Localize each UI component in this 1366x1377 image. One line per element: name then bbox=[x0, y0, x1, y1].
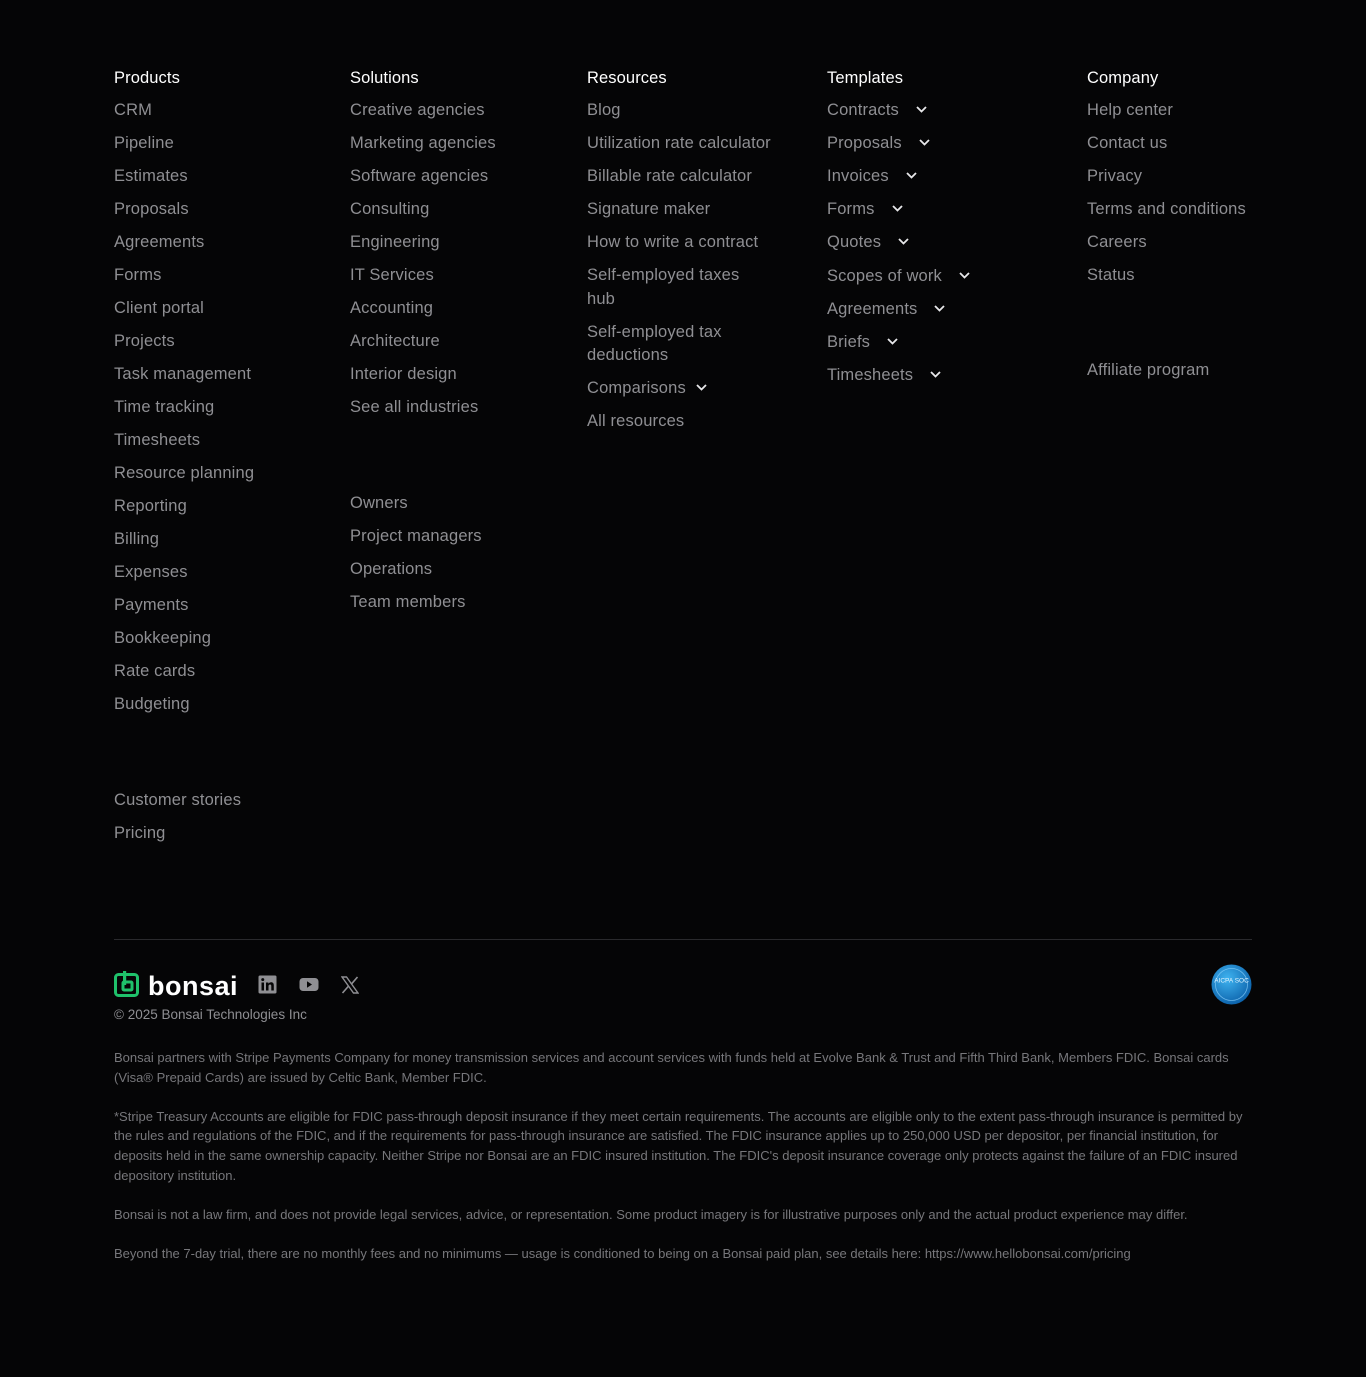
footer-link-crm[interactable]: CRM bbox=[114, 101, 153, 119]
chevron-down-icon bbox=[696, 375, 707, 399]
social-links bbox=[258, 975, 359, 999]
footer-link-team-members[interactable]: Team members bbox=[350, 593, 466, 611]
dropdown-label: Proposals bbox=[827, 134, 902, 153]
footer-link-careers[interactable]: Careers bbox=[1087, 233, 1147, 251]
chevron-down-icon bbox=[959, 263, 970, 287]
products-list bbox=[114, 99, 254, 717]
footer-link-reporting[interactable]: Reporting bbox=[114, 497, 187, 515]
chevron-down-icon bbox=[930, 362, 941, 386]
footer-dropdown-briefs[interactable] bbox=[827, 331, 970, 355]
footer-dropdown-invoices[interactable] bbox=[827, 165, 970, 189]
footer-link-interior-design[interactable]: Interior design bbox=[350, 365, 457, 383]
footer-link-budgeting[interactable]: Budgeting bbox=[114, 695, 190, 713]
footer-link-creative-agencies[interactable]: Creative agencies bbox=[350, 101, 485, 119]
templates-list bbox=[827, 99, 970, 387]
spacer bbox=[350, 429, 496, 492]
dropdown-label: Comparisons bbox=[587, 379, 686, 398]
resources-list bbox=[587, 99, 772, 434]
footer-dropdown-quotes[interactable] bbox=[827, 231, 970, 255]
dropdown-label: Contracts bbox=[827, 101, 899, 120]
spacer bbox=[114, 726, 254, 789]
dropdown-label: Scopes of work bbox=[827, 266, 942, 285]
chevron-down-icon bbox=[892, 196, 903, 220]
footer-link-client-portal[interactable]: Client portal bbox=[114, 299, 204, 317]
chevron-down-icon bbox=[898, 229, 909, 253]
legal-paragraph-law-firm: Bonsai is not a law firm, and does not provide legal services, advice, or representation. Some product imagery is for illustrative purposes only and the actual product experience may differ. bbox=[114, 1206, 1188, 1222]
footer-dropdown-proposals[interactable] bbox=[827, 132, 970, 156]
footer-link-customer-stories[interactable]: Customer stories bbox=[114, 791, 242, 809]
footer-link-privacy[interactable]: Privacy bbox=[1087, 167, 1143, 185]
column-heading-templates: Templates bbox=[827, 69, 904, 87]
footer-link-projects[interactable]: Projects bbox=[114, 332, 175, 350]
footer-link-resource-planning[interactable]: Resource planning bbox=[114, 464, 255, 482]
footer-link-self-employed-tax-deductions[interactable]: Self-employed tax deductions bbox=[587, 322, 722, 364]
dropdown-label: Invoices bbox=[827, 167, 889, 186]
footer-dropdown-contracts[interactable] bbox=[827, 99, 970, 123]
footer-link-blog[interactable]: Blog bbox=[587, 101, 621, 119]
footer-link-signature-maker[interactable]: Signature maker bbox=[587, 200, 711, 218]
footer-link-contact-us[interactable]: Contact us bbox=[1087, 134, 1168, 152]
chevron-down-icon bbox=[916, 97, 927, 121]
footer-link-consulting[interactable]: Consulting bbox=[350, 200, 430, 218]
legal-paragraph-trial: Beyond the 7-day trial, there are no monthly fees and no minimums — usage is conditioned to being on a Bonsai paid plan, see details here: https://www.hellobonsai.com/pricing bbox=[114, 1245, 1131, 1261]
legal-disclaimer bbox=[114, 1048, 1254, 1283]
footer-link-billing[interactable]: Billing bbox=[114, 530, 160, 548]
footer-link-see-all-industries[interactable]: See all industries bbox=[350, 398, 479, 416]
linkedin-icon[interactable] bbox=[258, 975, 277, 999]
company-extra-list bbox=[1087, 359, 1247, 383]
dropdown-label: Briefs bbox=[827, 332, 871, 351]
footer-link-bookkeeping[interactable]: Bookkeeping bbox=[114, 629, 212, 647]
column-heading-products: Products bbox=[114, 69, 180, 87]
solutions-roles-list bbox=[350, 492, 496, 615]
dropdown-label: Quotes bbox=[827, 233, 882, 252]
footer-link-owners[interactable]: Owners bbox=[350, 494, 408, 512]
x-icon[interactable] bbox=[341, 976, 359, 999]
footer-link-rate-cards[interactable]: Rate cards bbox=[114, 662, 196, 680]
footer-link-status[interactable]: Status bbox=[1087, 266, 1135, 284]
footer-link-expenses[interactable]: Expenses bbox=[114, 563, 188, 581]
footer-link-self-employed-taxes-hub[interactable]: Self-employed taxes hub bbox=[587, 266, 740, 308]
footer-column-resources bbox=[587, 66, 772, 443]
footer-link-architecture[interactable]: Architecture bbox=[350, 332, 440, 350]
column-heading-company: Company bbox=[1087, 69, 1159, 87]
footer-dropdown-forms[interactable] bbox=[827, 198, 970, 222]
brand-name: bonsai bbox=[148, 971, 239, 1001]
footer-link-task-management[interactable]: Task management bbox=[114, 365, 252, 383]
aicpa-soc-badge bbox=[1211, 964, 1252, 1005]
brand-logo[interactable] bbox=[114, 970, 238, 1002]
footer-link-engineering[interactable]: Engineering bbox=[350, 233, 440, 251]
badge-text: AICPA SOC bbox=[1214, 977, 1249, 985]
footer-dropdown-comparisons[interactable] bbox=[587, 377, 772, 401]
chevron-down-icon bbox=[906, 163, 917, 187]
legal-paragraph-stripe: Bonsai partners with Stripe Payments Company for money transmission services and account services with funds held at Evolve Bank & Trust and Fifth Third Bank, Members FDIC. Bonsai cards (Visa® Prepaid Cards) are issued by Celtic Bank, Member FDIC. bbox=[114, 1050, 1229, 1085]
products-extra-list bbox=[114, 789, 254, 846]
dropdown-label: Agreements bbox=[827, 299, 918, 318]
footer-link-operations[interactable]: Operations bbox=[350, 560, 433, 578]
footer-link-agreements[interactable]: Agreements bbox=[114, 233, 205, 251]
footer-link-affiliate-program[interactable]: Affiliate program bbox=[1087, 361, 1210, 379]
footer-column-products bbox=[114, 66, 254, 855]
footer-column-company bbox=[1087, 66, 1247, 392]
footer-link-time-tracking[interactable]: Time tracking bbox=[114, 398, 215, 416]
company-list bbox=[1087, 99, 1247, 288]
chevron-down-icon bbox=[887, 329, 898, 353]
bonsai-logo-icon bbox=[114, 970, 140, 1002]
footer-link-pipeline[interactable]: Pipeline bbox=[114, 134, 174, 152]
footer-link-terms-and-conditions[interactable]: Terms and conditions bbox=[1087, 200, 1246, 218]
footer-link-it-services[interactable]: IT Services bbox=[350, 266, 434, 284]
footer-column-solutions bbox=[350, 66, 496, 624]
legal-paragraph-fdic: *Stripe Treasury Accounts are eligible for FDIC pass-through deposit insurance if they meet certain requirements. The accounts are eligible only to the extent pass-through insurance is permitted by the rules and regulations of the FDIC, and if the requirements for pass-through insurance are satisfied. The FDIC insurance applies up to 250,000 USD per depositor, per financial institution, for deposits held in the same ownership capacity. Neither Stripe nor Bonsai are an FDIC insured institution. The FDIC's deposit insurance coverage only protects against the failure of an FDIC insured depository institution. bbox=[114, 1108, 1243, 1183]
footer-link-billable-rate-calculator[interactable]: Billable rate calculator bbox=[587, 167, 753, 185]
footer-link-proposals[interactable]: Proposals bbox=[114, 200, 189, 218]
footer-dropdown-timesheets[interactable] bbox=[827, 364, 970, 388]
footer-link-pricing[interactable]: Pricing bbox=[114, 824, 166, 842]
footer-column-templates bbox=[827, 66, 970, 397]
footer-link-estimates[interactable]: Estimates bbox=[114, 167, 188, 185]
footer-link-timesheets[interactable]: Timesheets bbox=[114, 431, 201, 449]
dropdown-label: Timesheets bbox=[827, 365, 914, 384]
footer-divider bbox=[114, 939, 1252, 940]
footer-link-payments[interactable]: Payments bbox=[114, 596, 189, 614]
chevron-down-icon bbox=[934, 296, 945, 320]
chevron-down-icon bbox=[919, 130, 930, 154]
footer-link-all-resources[interactable]: All resources bbox=[587, 412, 685, 431]
spacer bbox=[1087, 297, 1247, 359]
dropdown-label: Forms bbox=[827, 200, 875, 219]
column-heading-resources: Resources bbox=[587, 69, 667, 87]
footer-link-marketing-agencies[interactable]: Marketing agencies bbox=[350, 134, 496, 152]
footer-link-software-agencies[interactable]: Software agencies bbox=[350, 167, 489, 185]
footer-dropdown-scopes-of-work[interactable] bbox=[827, 265, 970, 289]
footer-link-how-to-write-a-contract[interactable]: How to write a contract bbox=[587, 233, 759, 251]
footer-link-utilization-rate-calculator[interactable]: Utilization rate calculator bbox=[587, 134, 771, 152]
column-heading-solutions: Solutions bbox=[350, 69, 419, 87]
footer-link-forms[interactable]: Forms bbox=[114, 266, 162, 284]
youtube-icon[interactable] bbox=[299, 977, 319, 997]
footer-link-help-center[interactable]: Help center bbox=[1087, 101, 1174, 119]
footer-link-project-managers[interactable]: Project managers bbox=[350, 527, 482, 545]
footer-link-accounting[interactable]: Accounting bbox=[350, 299, 434, 317]
footer-dropdown-agreements[interactable] bbox=[827, 298, 970, 322]
copyright-text: © 2025 Bonsai Technologies Inc bbox=[114, 1007, 307, 1022]
solutions-list bbox=[350, 99, 496, 420]
